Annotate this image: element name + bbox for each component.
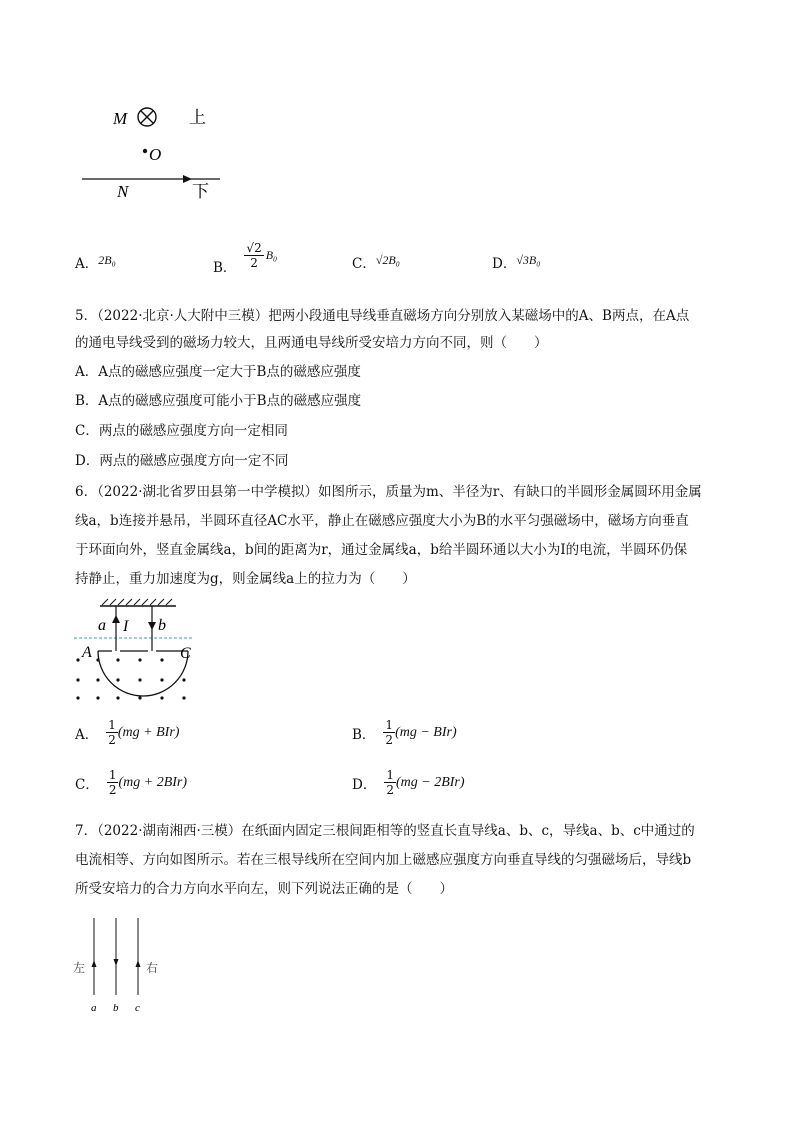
q6-option-d[interactable]: D． $\frac{1}{2}$ (mg − 2BIr) — [352, 768, 465, 797]
label-up: 上 — [189, 108, 206, 127]
label-b: b — [113, 1002, 119, 1014]
label-point-c: C — [180, 645, 191, 662]
q7-stem-line1: 7．（2022·湖南湘西·三模）在纸面内固定三根间距相等的竖直长直导线a、b、c，导线a、b、c中通过的 — [75, 823, 695, 839]
figure-mno — [75, 95, 235, 205]
q5-stem-line2: 的通电导线受到的磁场力较大，且两通电导线所受安培力方向不同，则（ ） — [75, 335, 548, 351]
label-wire-b: b — [158, 617, 166, 634]
q4-option-d[interactable]: D．√3B₀ — [492, 253, 541, 272]
q6-stem-line3: 于环面向外，竖直金属线a，b间的距离为r，通过金属线a，b给半圆环通以大小为I的电流，半圆环仍保 — [75, 542, 688, 558]
label-c: c — [135, 1002, 140, 1014]
q6-option-a[interactable]: A． $\frac{1}{2}$ (mg + BIr) — [75, 718, 180, 747]
label-point-a: A — [82, 644, 92, 661]
q5-option-b[interactable]: B．A点的磁感应强度可能小于B点的磁感应强度 — [75, 393, 362, 409]
figure-three-wires — [70, 915, 180, 1020]
q4-option-b[interactable]: B． $\frac{√2}{2}$ B₀ — [213, 240, 278, 276]
q6-option-b[interactable]: B． $\frac{1}{2}$ (mg − BIr) — [352, 718, 457, 747]
q6-stem-line1: 6．（2022·湖北省罗田县第一中学模拟）如图所示，质量为m、半径为r、有缺口的半圆形金属圆环用金属 — [75, 484, 702, 500]
q4-option-c[interactable]: C．√2B₀ — [352, 253, 400, 272]
q5-option-a[interactable]: A．A点的磁感应强度一定大于B点的磁感应强度 — [75, 364, 361, 380]
label-right: 右 — [146, 961, 159, 975]
arrow-head — [183, 175, 192, 183]
label-n: N — [117, 182, 129, 201]
q6-option-c[interactable]: C． $\frac{1}{2}$ (mg + 2BIr) — [75, 768, 188, 797]
label-m: M — [113, 109, 128, 128]
label-current-i: I — [123, 618, 129, 635]
q6-stem-line4: 持静止，重力加速度为g，则金属线a上的拉力为（ ） — [75, 571, 416, 587]
label-left: 左 — [73, 961, 86, 975]
label-o: O — [149, 145, 162, 164]
label-wire-a: a — [98, 617, 106, 634]
into-page-symbol — [138, 108, 156, 126]
q4-option-a[interactable]: A．2B₀ — [75, 253, 116, 272]
point-o — [143, 149, 147, 153]
q5-option-d[interactable]: D．两点的磁感应强度方向一定不同 — [75, 453, 289, 469]
figure-semicircle — [68, 598, 208, 703]
q7-stem-line2: 电流相等、方向如图所示。若在三根导线所在空间内加上磁感应强度方向垂直导线的匀强磁场后，导线b — [75, 852, 692, 868]
label-down: 下 — [192, 182, 209, 201]
q5-stem-line1: 5．（2022·北京·人大附中三模）把两小段通电导线垂直磁场方向分别放入某磁场中的A、B两点，在A点 — [75, 308, 690, 324]
q6-stem-line2: 线a，b连接并悬吊，半圆环直径AC水平，静止在磁感应强度大小为B的水平匀强磁场中，磁场方向垂直 — [75, 513, 689, 529]
label-a: a — [91, 1002, 97, 1014]
q5-option-c[interactable]: C．两点的磁感应强度方向一定相同 — [75, 423, 288, 439]
q7-stem-line3: 所受安培力的合力方向水平向左，则下列说法正确的是（ ） — [75, 881, 453, 897]
